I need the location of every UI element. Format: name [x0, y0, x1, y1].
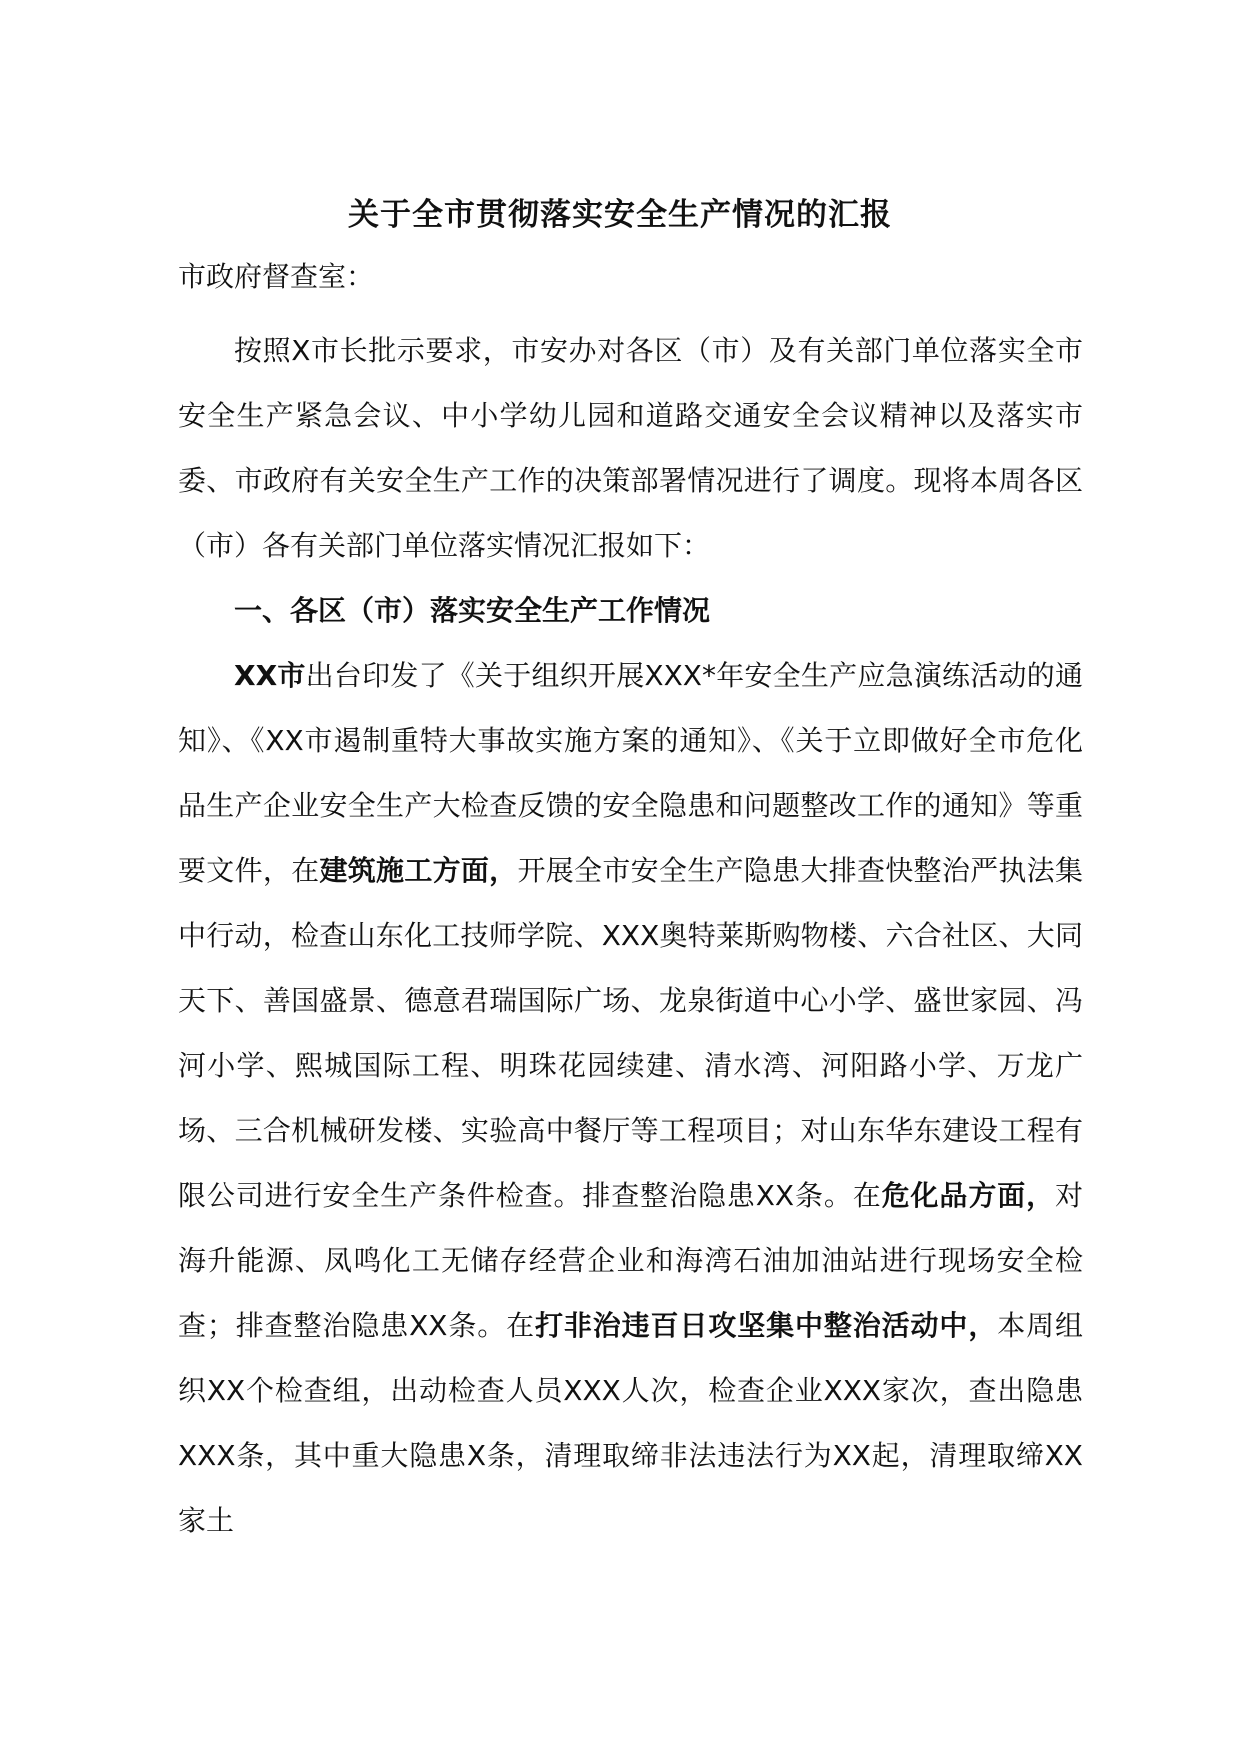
topic-construction: 建筑施工方面， [319, 854, 518, 887]
document-body [178, 318, 1083, 1553]
document-title: 关于全市贯彻落实安全生产情况的汇报 [348, 197, 892, 233]
section-heading: 一、各区（市）落实安全生产工作情况 [234, 594, 711, 627]
salutation: 市政府督查室： [178, 260, 375, 293]
topic-hazardous-chemicals: 危化品方面， [881, 1179, 1055, 1212]
section-paragraph [178, 643, 1083, 1553]
paragraph-text: 对海升能源、凤鸣化工无储存经营企业和海湾石油加油站进行现场安全检查；排查整治隐患XX条。在 [178, 1179, 1083, 1342]
paragraph-text: 出台印发了《关于组织开展XXX*年安全生产应急演练活动的通知》、《XX市遏制重特大事故实施方案的通知》、《关于立即做好全市危化品生产企业安全生产大检查反馈的安全隐患和问题整改工作的通知》等重要文件，在 [178, 659, 1083, 887]
paragraph-text: 本周组织XX个检查组，出动检查人员XXX人次，检查企业XXX家次，查出隐患XXX条，其中重大隐患X条，清理取缔非法违法行为XX起，清理取缔XX家土 [178, 1309, 1083, 1537]
region-name: XX市 [234, 659, 306, 692]
intro-paragraph: 按照X市长批示要求，市安办对各区（市）及有关部门单位落实全市安全生产紧急会议、中小学幼儿园和道路交通安全会议精神以及落实市委、市政府有关安全生产工作的决策部署情况进行了调度。现将本周各区（市）各有关部门单位落实情况汇报如下： [178, 334, 1083, 562]
paragraph-text: 开展全市安全生产隐患大排查快整治严执法集中行动，检查山东化工技师学院、XXX奥特莱斯购物楼、六合社区、大同天下、善国盛景、德意君瑞国际广场、龙泉街道中心小学、盛世家园、冯河小学、熙城国际工程、明珠花园续建、清水湾、河阳路小学、万龙广场、三合机械研发楼、实验高中餐厅等工程项目；对山东华东建设工程有限公司进行安全生产条件检查。排查整治隐患XX条。在 [178, 854, 1083, 1212]
topic-crackdown-campaign: 打非治违百日攻坚集中整治活动中， [535, 1309, 998, 1342]
